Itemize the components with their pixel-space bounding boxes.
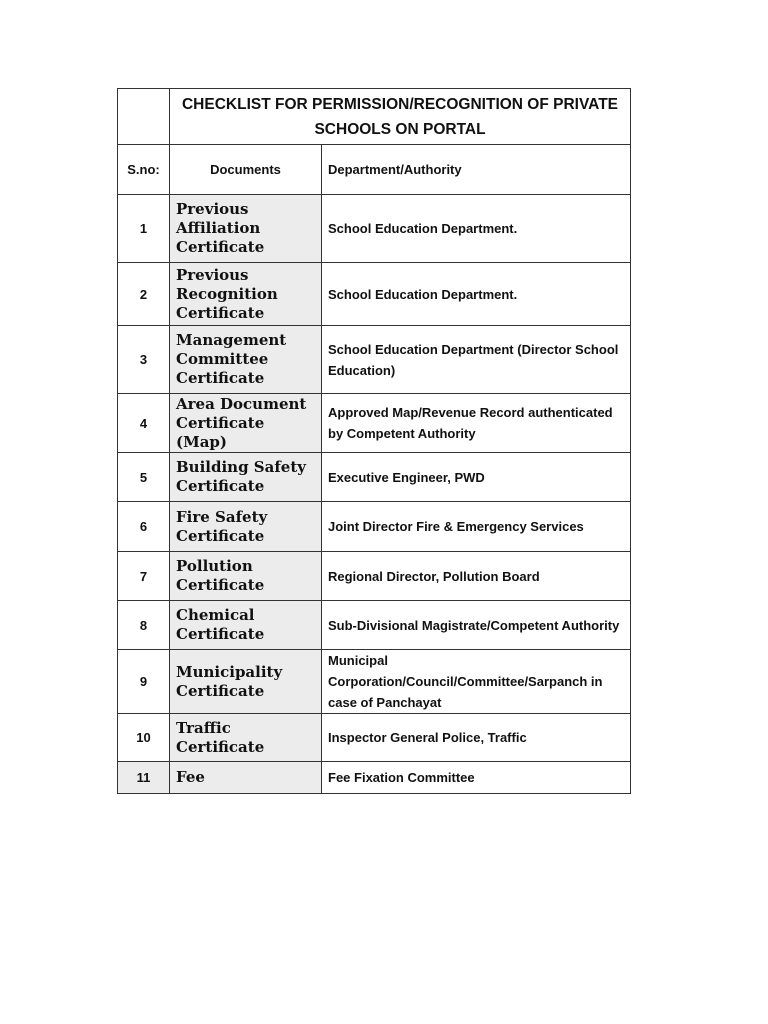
header-row — [118, 145, 631, 195]
row-department: Executive Engineer, PWD — [322, 453, 631, 502]
row-sno: 5 — [118, 453, 170, 502]
table-row — [118, 195, 631, 263]
header-department: Department/Authority — [322, 145, 631, 195]
row-department: School Education Department. — [322, 195, 631, 263]
row-sno: 6 — [118, 502, 170, 552]
table-row — [118, 326, 631, 394]
row-sno: 1 — [118, 195, 170, 263]
table-row — [118, 453, 631, 502]
table-row — [118, 762, 631, 794]
row-document: Fee — [170, 762, 322, 794]
row-document: Previous Affiliation Certificate — [170, 195, 322, 263]
row-sno: 2 — [118, 263, 170, 326]
row-department: Regional Director, Pollution Board — [322, 552, 631, 601]
row-document: Pollution Certificate — [170, 552, 322, 601]
row-document: Chemical Certificate — [170, 601, 322, 650]
row-department: School Education Department (Director School Education) — [322, 326, 631, 394]
row-department: Approved Map/Revenue Record authenticated by Competent Authority — [322, 394, 631, 453]
row-sno: 4 — [118, 394, 170, 453]
row-department: Inspector General Police, Traffic — [322, 714, 631, 762]
table-row — [118, 263, 631, 326]
header-documents: Documents — [170, 145, 322, 195]
checklist-title: CHECKLIST FOR PERMISSION/RECOGNITION OF PRIVATE SCHOOLS ON PORTAL — [170, 89, 631, 145]
table-row — [118, 714, 631, 762]
table-row — [118, 601, 631, 650]
row-department: Municipal Corporation/Council/Committee/Sarpanch in case of Panchayat — [322, 650, 631, 714]
row-department: Joint Director Fire & Emergency Services — [322, 502, 631, 552]
row-document: Management Committee Certificate — [170, 326, 322, 394]
row-department: Sub-Divisional Magistrate/Competent Authority — [322, 601, 631, 650]
table-row — [118, 502, 631, 552]
title-row — [118, 89, 631, 145]
row-document: Traffic Certificate — [170, 714, 322, 762]
row-document: Fire Safety Certificate — [170, 502, 322, 552]
row-document: Municipality Certificate — [170, 650, 322, 714]
checklist-table — [117, 88, 631, 794]
row-sno: 9 — [118, 650, 170, 714]
row-sno: 3 — [118, 326, 170, 394]
row-department: School Education Department. — [322, 263, 631, 326]
row-sno: 8 — [118, 601, 170, 650]
row-department: Fee Fixation Committee — [322, 762, 631, 794]
checklist-document — [117, 88, 630, 794]
row-document: Previous Recognition Certificate — [170, 263, 322, 326]
header-sno: S.no: — [118, 145, 170, 195]
row-sno: 10 — [118, 714, 170, 762]
row-document: Area Document Certificate (Map) — [170, 394, 322, 453]
row-sno: 7 — [118, 552, 170, 601]
title-blank-cell — [118, 89, 170, 145]
table-row — [118, 394, 631, 453]
table-row — [118, 650, 631, 714]
row-sno: 11 — [118, 762, 170, 794]
table-row — [118, 552, 631, 601]
row-document: Building Safety Certificate — [170, 453, 322, 502]
